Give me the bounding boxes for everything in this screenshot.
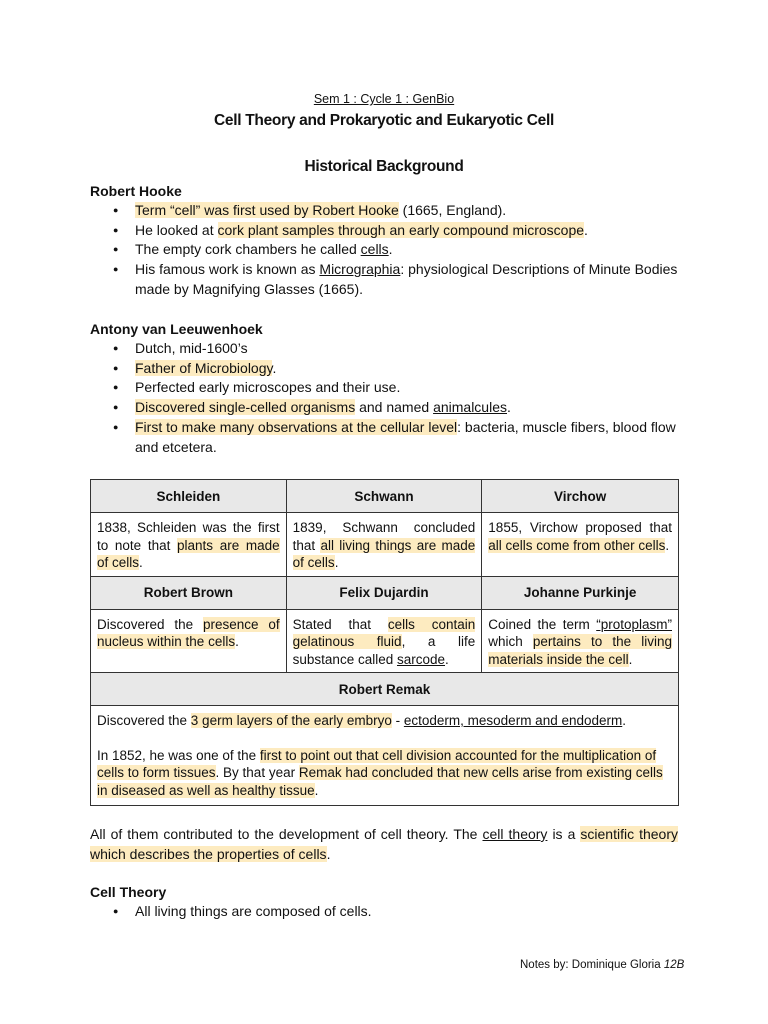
header-felix-dujardin: Felix Dujardin — [286, 576, 482, 609]
header-robert-remak: Robert Remak — [91, 673, 679, 706]
leeuwenhoek-list — [90, 339, 685, 457]
header-virchow: Virchow — [482, 480, 679, 513]
cell-johanne-purkinje — [482, 609, 679, 673]
highlight-text: all cells come from other cells — [488, 537, 666, 553]
text: . — [507, 399, 511, 416]
page-title: Cell Theory and Prokaryotic and Eukaryotic Cell — [214, 112, 554, 129]
list-item — [90, 221, 685, 241]
highlight-text: plants are made of cells — [97, 537, 280, 570]
footer-text: Notes by: Dominique Gloria — [520, 959, 664, 971]
highlight-text: Discovered single-celled organisms — [135, 399, 356, 416]
text: . — [388, 241, 393, 258]
list-item — [90, 359, 685, 379]
underlined-term: “protoplasm” — [596, 616, 672, 632]
text: (1665, England). — [398, 202, 507, 218]
table-row — [91, 609, 679, 673]
cell-robert-brown — [91, 609, 287, 673]
cell-schleiden — [91, 513, 287, 577]
underlined-term: sarcode — [396, 651, 446, 667]
table-header-row — [91, 673, 679, 706]
text: 1839, Schwann concluded that — [292, 520, 476, 553]
cell-schwann — [286, 513, 482, 577]
list-item: ● All living things are composed of cells. — [90, 902, 685, 922]
text: In 1852, he was one of the — [97, 747, 260, 763]
highlight-text: 3 germ layers of the early embryo — [190, 713, 392, 728]
highlight-text: first to point out that cell division accounted for the multiplication of cells to form tissues — [97, 747, 657, 780]
text: : physiological Descriptions of Minute Bodies made by Magnifying Glasses (1665). — [135, 261, 678, 297]
section-title: Historical Background — [304, 158, 464, 175]
highlight-text: Remak had concluded that new cells arise from existing cells in diseased as well as healthy tissue — [97, 765, 663, 798]
text: 1855, Virchow proposed that — [488, 520, 672, 535]
underlined-term: animalcules — [433, 399, 507, 416]
text: . — [445, 651, 449, 667]
text: . — [584, 221, 588, 238]
hooke-section — [90, 183, 685, 300]
table-header-row — [91, 480, 679, 513]
leeuwenhoek-heading: Antony van Leeuwenhoek — [90, 321, 263, 337]
highlight-text: scientific theory which describes the properties of cells — [90, 826, 679, 862]
cell-robert-remak — [91, 706, 679, 806]
table-header-row — [91, 576, 679, 609]
underlined-term: Micrographia — [319, 261, 401, 278]
table-row — [91, 706, 679, 806]
underlined-term: cells — [360, 241, 389, 258]
text: His famous work is known as — [135, 261, 320, 278]
text: . — [622, 713, 627, 728]
cell-virchow — [482, 513, 679, 577]
text: . — [235, 634, 239, 649]
hooke-heading: Robert Hooke — [90, 183, 182, 199]
text: . By that year — [215, 765, 299, 780]
remak-paragraph-1 — [97, 712, 672, 730]
remak-paragraph-2 — [97, 747, 672, 800]
text: 1838, Schleiden was the first to note that — [97, 520, 280, 553]
list-item: ● Perfected early microscopes and their use. — [90, 378, 685, 398]
text: . — [272, 359, 277, 376]
text: and named — [355, 399, 434, 416]
footer-credit — [520, 959, 684, 971]
list-item — [90, 260, 685, 299]
cell-theory-list — [90, 902, 685, 922]
course-header: Sem 1 : Cycle 1 : GenBio — [313, 92, 455, 106]
list-item — [90, 201, 685, 221]
text: . — [314, 782, 319, 798]
header-robert-brown: Robert Brown — [91, 576, 287, 609]
cell-theory-section — [90, 884, 685, 922]
highlight-text: Father of Microbiology — [135, 359, 273, 376]
text: Discovered the — [97, 616, 204, 632]
text: . — [139, 555, 143, 570]
text: The empty cork chambers he called — [135, 241, 361, 258]
list-item — [90, 240, 685, 260]
highlight-text: cells contain gelatinous fluid — [292, 616, 476, 649]
text: : bacteria, muscle fibers, blood flow and etcetera. — [135, 418, 676, 455]
text: is a — [547, 826, 581, 842]
underlined-term: cell theory — [482, 826, 548, 842]
scientists-table — [90, 479, 679, 806]
text: Stated that — [292, 616, 388, 632]
list-item: ● Dutch, mid-1600’s — [90, 339, 685, 359]
hooke-list — [90, 201, 685, 300]
text: He looked at — [135, 221, 218, 238]
text: . — [334, 555, 339, 570]
text: Discovered the — [97, 713, 191, 728]
header-schleiden: Schleiden — [91, 480, 287, 513]
list-item — [90, 418, 685, 457]
cell-felix-dujardin — [286, 609, 482, 673]
summary-paragraph — [90, 824, 678, 864]
leeuwenhoek-section — [90, 321, 685, 457]
text: . — [628, 651, 633, 667]
highlight-text: pertains to the living materials inside the cell — [488, 634, 672, 667]
footer-grade: 12B — [663, 959, 685, 971]
list-item — [90, 398, 685, 418]
text: . — [326, 846, 331, 862]
table-row — [91, 513, 679, 577]
header-johanne-purkinje: Johanne Purkinje — [482, 576, 679, 609]
underlined-term: ectoderm, mesoderm and endoderm — [403, 713, 623, 728]
highlight-text: First to make many observations at the cellular level — [135, 418, 458, 435]
highlight-text: presence of nucleus within the cells — [97, 616, 280, 649]
text: Coined the term — [488, 616, 597, 632]
text: which — [488, 634, 533, 649]
highlight-text: all living things are made of cells — [292, 537, 476, 570]
text: , a life substance called — [292, 634, 476, 667]
highlight-text: Term “cell” was first used by Robert Hooke — [135, 202, 399, 218]
highlight-text: cork plant samples through an early compound microscope — [217, 221, 585, 238]
header-schwann: Schwann — [286, 480, 482, 513]
text: . — [665, 537, 670, 553]
text: - — [391, 713, 404, 728]
text: All of them contributed to the development of cell theory. The — [90, 826, 483, 842]
cell-theory-heading: Cell Theory — [90, 884, 167, 900]
